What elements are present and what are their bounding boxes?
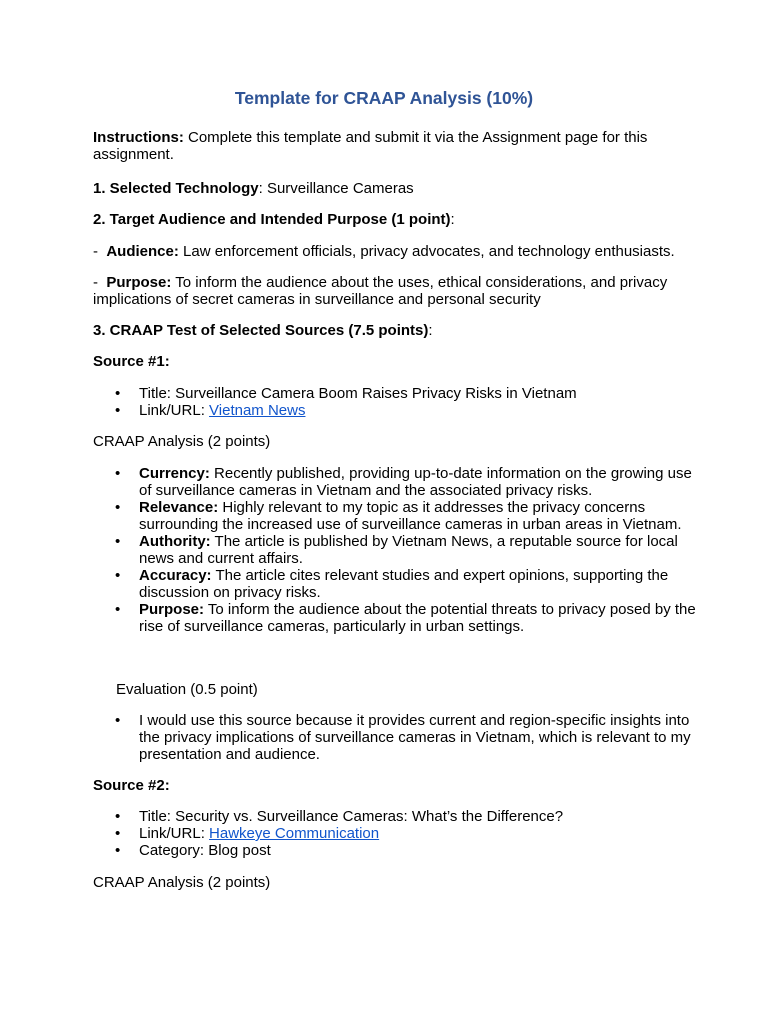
source1-info-list	[93, 385, 703, 419]
target-audience-heading-text: 2. Target Audience and Intended Purpose (1 point)	[93, 211, 451, 228]
source1-link-prefix: Link/URL:	[139, 402, 210, 419]
analysis-text: The article is published by Vietnam News, a reputable source for local news and current affairs.	[139, 533, 678, 567]
analysis-text: Recently published, providing up-to-date information on the growing use of surveillance cameras in Vietnam and the associated privacy risks.	[139, 465, 692, 499]
selected-technology-value: : Surveillance Cameras	[258, 180, 414, 197]
purpose-label: Purpose:	[106, 274, 172, 291]
source1-heading	[93, 353, 703, 370]
source2-title-item: • Title: Security vs. Surveillance Cameras: What’s the Difference?	[93, 808, 703, 825]
instructions-label: Instructions:	[93, 129, 184, 146]
source1-heading-text: Source #1:	[93, 353, 170, 370]
analysis-label: Purpose:	[139, 601, 205, 618]
craap-test-heading-suffix: :	[428, 322, 433, 339]
purpose-paragraph	[93, 274, 703, 308]
source1-analysis-heading: CRAAP Analysis (2 points)	[93, 433, 271, 450]
audience-text: Law enforcement officials, privacy advocates, and technology enthusiasts.	[178, 243, 675, 260]
selected-technology-label: 1. Selected Technology	[93, 180, 259, 197]
source1-analysis-list	[93, 465, 703, 635]
target-audience-heading-suffix: :	[450, 211, 455, 228]
analysis-text: Highly relevant to my topic as it addresses the privacy concerns surrounding the increased use of surveillance cameras in urban areas in Vietnam.	[139, 499, 682, 533]
analysis-text: The article cites relevant studies and expert opinions, supporting the discussion on privacy risks.	[139, 567, 669, 601]
source1-title-item: • Title: Surveillance Camera Boom Raises Privacy Risks in Vietnam	[93, 385, 703, 402]
instructions-text: Complete this template and submit it via the Assignment page for this assignment.	[93, 129, 648, 163]
document-title: Template for CRAAP Analysis (10%)	[234, 88, 534, 108]
source2-heading	[93, 777, 703, 794]
analysis-label: Currency:	[139, 465, 210, 482]
selected-technology	[93, 180, 703, 197]
source2-info-list	[93, 808, 703, 859]
source2-heading-text: Source #2:	[93, 777, 170, 794]
instructions-paragraph	[93, 129, 703, 163]
analysis-label: Relevance:	[139, 499, 219, 516]
analysis-accuracy	[93, 567, 703, 601]
craap-test-heading-text: 3. CRAAP Test of Selected Sources (7.5 points)	[93, 322, 429, 339]
source1-evaluation-heading: Evaluation (0.5 point)	[116, 681, 258, 698]
source1-link[interactable]: Vietnam News	[209, 402, 306, 419]
purpose-text: To inform the audience about the uses, ethical considerations, and privacy implications of secret cameras in surveillance and personal security	[93, 274, 668, 308]
source2-analysis-heading: CRAAP Analysis (2 points)	[93, 874, 271, 891]
audience-dash: -	[93, 243, 107, 260]
analysis-authority	[93, 533, 703, 567]
source2-link[interactable]: Hawkeye Communication	[209, 825, 380, 842]
purpose-dash: -	[93, 274, 107, 291]
source2-link-prefix: Link/URL:	[139, 825, 210, 842]
source1-evaluation-item: • I would use this source because it provides current and region-specific insights into the privacy implications of surveillance cameras in Vietnam, which is relevant to my presentation and audience.	[93, 712, 703, 763]
analysis-purpose	[93, 601, 703, 635]
analysis-label: Authority:	[139, 533, 211, 550]
source1-evaluation-list	[93, 712, 703, 763]
analysis-currency	[93, 465, 703, 499]
source2-link-item	[93, 825, 703, 842]
audience-label: Audience:	[106, 243, 179, 260]
target-audience-heading	[93, 211, 703, 228]
analysis-text: To inform the audience about the potential threats to privacy posed by the rise of surveillance cameras, particularly in urban settings.	[139, 601, 696, 635]
analysis-label: Accuracy:	[139, 567, 212, 584]
audience-paragraph	[93, 243, 703, 260]
analysis-relevance	[93, 499, 703, 533]
craap-test-heading	[93, 322, 703, 339]
source1-link-item	[93, 402, 703, 419]
source2-category-item: • Category: Blog post	[93, 842, 703, 859]
